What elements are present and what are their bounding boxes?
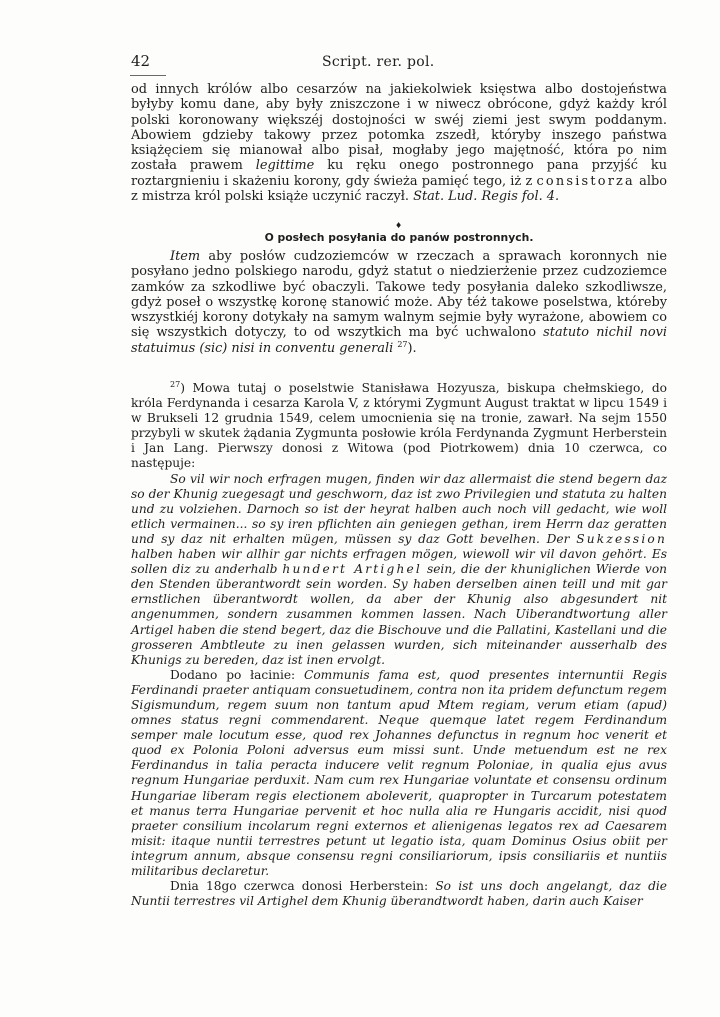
citation-stat-lud: Stat. Lud. Regis fol. 4. <box>413 189 560 205</box>
page-number: 42 <box>131 52 151 70</box>
ornament-icon: ♦ <box>395 221 403 230</box>
paragraph-2-text: aby posłów cudzoziemców w rzeczach a sprawach koronnych nie posyłano jedno polskiego narodu, gdyż statut o niedzierżenie przez cudzoziemce zamków za szkodliwe być obaczyli. Takowe tedy posyłania daleko szkodliwsze, gdyż poseł o wszystkę koronę stanowić może. Aby téż takowe poselstwa, któreby wszystkiéj korony dotykały na samym walnym sejmie były wyrażone, abowiem co się wszystkich dotyczy, to od wszytkich ma być uchwalono <box>131 249 667 341</box>
german-quote-a: So vil wir noch erfragen mugen, finden wir daz allermaist die stend begern daz so der Khunig zuegesagt und geschworn, daz ist zwo Privilegien und statuta zu halten und zu volziehen. Darnoch so ist der heyrat halben auch noch vill gedacht, wie woll etlich vermainen... so sy iren pflichten ain geniegen gethan, irem Herrn daz geratten und sy daz nit erhalten mügen, müssen sy daz Gott bevelhen. Der <box>131 471 667 546</box>
spaced-sukzession: Sukzession <box>576 531 667 546</box>
german-quote-b: halben haben wir allhir gar nichts erfragen mögen, wiewoll wir vil davon gehört. Es sollen diz zu anderhalb <box>131 547 667 577</box>
footnote-marker: 27 <box>170 380 181 389</box>
footnote-ref: 27 <box>397 339 408 349</box>
paragraph-1-text-b: ku ręku onego postronnego pana przyjść ku roztargnieniu i skażeniu korony, gdy świeża pamięć tego, iż z <box>131 158 667 189</box>
footnote-paragraph-1 <box>131 381 667 472</box>
paragraph-1-text: od innych królów albo cesarzów na jakiekolwiek księstwa albo dostojeństwa byłyby komu dane, aby były zniszczone i w niwecz obrócone, gdyż każdy król polski koronowany większéj dostojności w swéj ziemi jest swym poddanym. Abowiem gdzieby takowy przez potomka zszedł, któryby inszego państwa książęciem się mianował albo pisał, mogłaby jego majętność, która po nim została prawem <box>131 82 667 174</box>
main-text-block-1 <box>131 82 667 204</box>
footnote-text-3: Dnia 18go czerwca donosi Herberstein: <box>170 879 436 894</box>
footnote-block <box>131 381 667 909</box>
footnote-quote-german-1 <box>131 472 667 668</box>
main-text-block-2 <box>131 249 667 356</box>
footnote-quote-latin <box>131 668 667 879</box>
paragraph-2-end: ). <box>407 340 417 356</box>
paragraph-1 <box>131 82 667 204</box>
header-rule <box>130 75 166 76</box>
footnote-quote-german-2 <box>131 879 667 909</box>
running-title: Script. rer. pol. <box>322 54 435 70</box>
spaced-consistorza: consistorza <box>536 173 635 189</box>
footnote-text-2: Dodano po łacinie: <box>170 667 304 682</box>
section-heading: O posłech posyłania do panów postronnych. <box>264 231 534 244</box>
paragraph-2 <box>131 249 667 356</box>
footnote-text-1: ) Mowa tutaj o poselstwie Stanisława Hozyusza, biskupa chełmskiego, do króla Ferdynanda i cesarza Karola V, z którymi Zygmunt August traktat w lipcu 1549 i w Brukseli 12 grudnia 1549, celem umocnienia się na tronie, zawarł. Na sejm 1550 przybyli w skutek żądania Zygmunta posłowie króla Ferdynanda Zygmunt Herberstein i Jan Lang. Pierwszy donosi z Witowa (pod Piotrkowem) dnia 10 czerwca, co następuje: <box>131 381 667 471</box>
spaced-hundert-artighel: hundert Artighel <box>282 562 423 577</box>
italic-legittime: legittime <box>255 158 315 174</box>
italic-statuto: statuto nichil novi statuimus (sic) nisi in conventu generali <box>131 325 667 356</box>
german-quote-c: sein, die der khuniglichen Wierde von den Stenden überantwordt sein worden. Sy haben derselben ainen teill und mit gar ernstlichen überantwordt wollen, da aber der Khunig also abgesundert nit angenummen, sondern zusammen kommen lassen. Nach Uiberandtwortung aller Artigel haben die stend begert, daz die Bischouve und die Pallatini, Kastellani und die grosseren Ambtleute zu inen gelassen wurden, sich miteinander ausserhalb des Khunigs zu bereden, daz ist inen ervolgt. <box>131 562 668 667</box>
latin-quote: Communis fama est, quod presentes internuntii Regis Ferdinandi praeter antiquam consuetudinem, contra non ita pridem defunctum regem Sigismundum, regem suum non tantum apud Mtem regiam, verum etiam (apud) omnes status regni commendarent. Neque quemque latet regem Ferdinandum semper male locutum esse, quod rex Johannes defunctus in regnum hoc venerit et quod ex Polonia Poloni adversus eum missi sunt. Unde metuendum est ne rex Ferdinandus in talia peracta inducere velit regnum Poloniae, in qualia ejus avus regnum Hungariae perduxit. Nam cum rex Hungariae voluntate et consensu ordinum Hungariae liberam regis electionem aboleverit, quapropter in Turcarum potestatem et manus terra Hungariae pervenit et hoc nulla alia re Hungaris accidit, nisi quod praeter consilium incolarum regni externos et alienigenas legatos rex ad Caesarem misit: itaque nuntii terrestres petunt ut legatio ista, quam Dominus Osius obiit per integrum annum, absque consensu regni consiliariorum, ipsis consiliariis et nuntiis militaribus declaretur. <box>131 667 667 878</box>
italic-item: Item <box>170 249 201 264</box>
german-quote-2: So ist uns doch angelangt, daz die Nuntii terrestres vil Artighel dem Khunig überandtwordt haben, darin auch Kaiser <box>131 879 667 909</box>
paragraph-1-text-c: albo z mistrza król polski książe uczynić raczył. <box>131 173 668 205</box>
